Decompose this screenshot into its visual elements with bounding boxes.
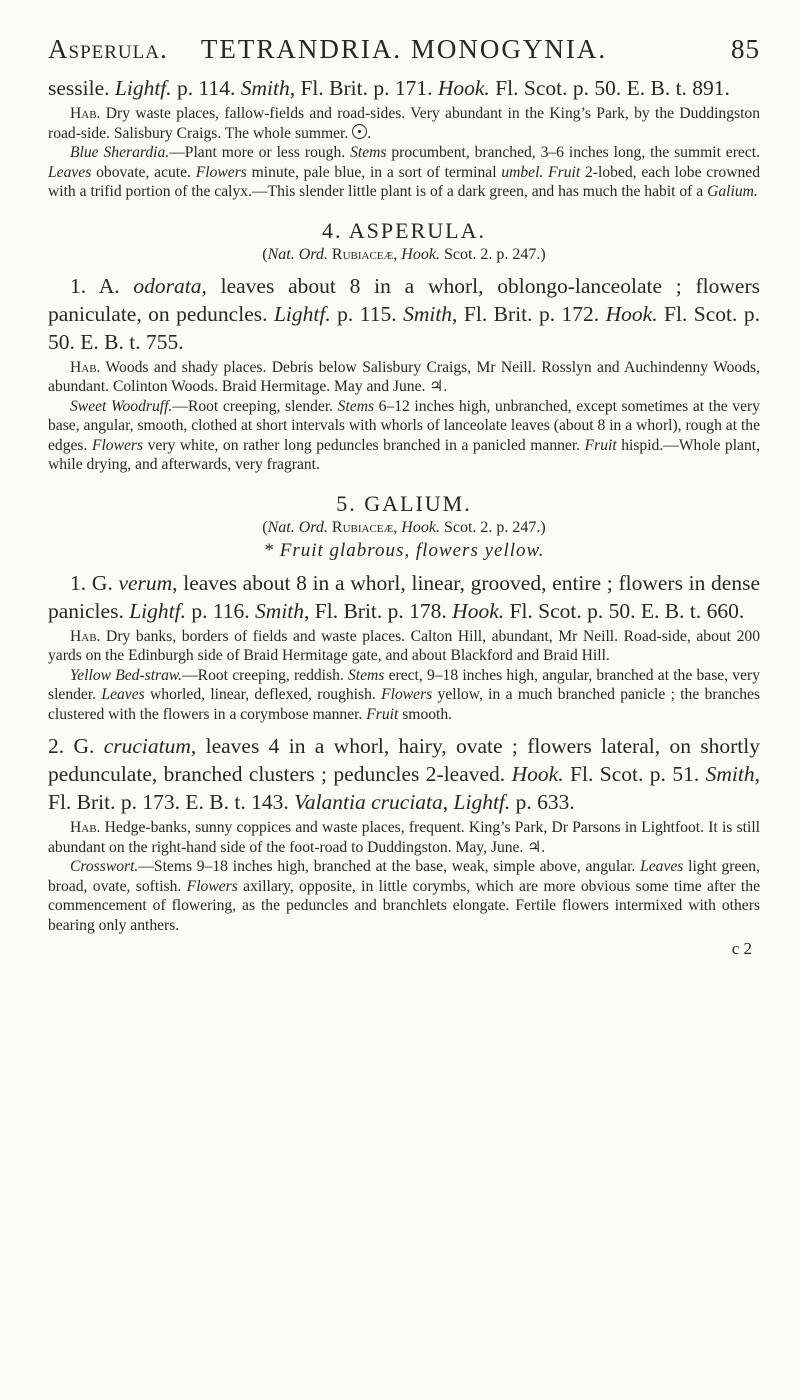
header-genus: Asperula. [48, 34, 168, 64]
header-class: TETRANDRIA. MONOGYNIA. [200, 34, 608, 64]
sherardia-references: sessile. Lightf. p. 114. Smith, Fl. Brit. p. 171. Hook. Fl. Scot. p. 50. E. B. t. 891. [48, 76, 730, 100]
galium-verum-entry: 1. G. verum, leaves about 8 in a whorl, linear, grooved, entire ; flowers in dense panicles. Lightf. p. 116. Smith, Fl. Brit. p. 178. Hook. Fl. Scot. p. 50. E. B. t. 660. [48, 570, 761, 623]
running-header [48, 34, 760, 74]
galium-cruciatum-habitat: Hab. Hedge-banks, sunny coppices and waste places, frequent. King’s Park, Dr Parsons in Lightfoot. It is still abundant on the right-hand side of the foot-road to Duddingston. May, June. ♃. [48, 819, 760, 856]
asperula-heading: 4. ASPERULA. [322, 217, 486, 243]
page-number: 85 [731, 34, 760, 64]
galium-verum-habitat: Hab. Dry banks, borders of fields and waste places. Calton Hill, abundant, Mr Neill. Road-side, about 200 yards on the Edinburgh side of Braid Hermitage gate, and about Blackford and Braid Hill. [48, 627, 760, 664]
asperula-odorata-description: Sweet Woodruff.—Root creeping, slender. Stems 6–12 inches high, unbranched, except sometimes at the very base, angular, smooth, clothed at short intervals with whorls of lanceolate leaves (about 8 in a whorl), rough at the edges. Flowers very white, on rather long peduncles branched in a panicled manner. Fruit hispid.—Whole plant, while drying, and afterwards, very fragrant. [48, 397, 761, 473]
galium-section-heading: * Fruit glabrous, flowers yellow. [263, 539, 545, 561]
asperula-odorata-entry: 1. A. odorata, leaves about 8 in a whorl, oblongo-lanceolate ; flowers paniculate, on peduncles. Lightf. p. 115. Smith, Fl. Brit. p. 172. Hook. Fl. Scot. p. 50. E. B. t. 755. [48, 273, 760, 354]
sherardia-habitat: Hab. Dry waste places, fallow-fields and road-sides. Very abundant in the King’s Park, by the Duddingston road-side. Salisbury Craigs. The whole summer. . [48, 105, 760, 142]
sherardia-description: Blue Sherardia.—Plant more or less rough. Stems procumbent, branched, 3–6 inches long, the summit erect. Leaves obovate, acute. Flowers minute, pale blue, in a sort of terminal umbel. Fruit 2-lobed, each lobe crowned with a trifid portion of the calyx.—This slender little plant is of a dark green, and has much the habit of a Galium. [48, 144, 760, 200]
galium-verum-description: Yellow Bed-straw.—Root creeping, reddish. Stems erect, 9–18 inches high, angular, branched at the base, very slender. Leaves whorled, linear, deflexed, roughish. Flowers yellow, in a much branched panicle ; the branches clustered with the flowers in a corymbose manner. Fruit smooth. [48, 666, 761, 723]
asperula-odorata-habitat: Hab. Woods and shady places. Debris below Salisbury Craigs, Mr Neill. Rosslyn and Auchindenny Woods, abundant. Colinton Woods. Braid Hermitage. May and June. ♃. [48, 358, 760, 395]
galium-cruciatum-description: Crosswort.—Stems 9–18 inches high, branched at the base, weak, simple above, angular. Leaves light green, broad, ovate, softish. Flowers axillary, opposite, in little corymbs, which are more obvious some time after the commencement of flowering, as the peduncles and branchlets elongate. Fertile flowers intermixed with others bearing only anthers. [48, 858, 760, 934]
galium-heading: 5. GALIUM. [336, 490, 472, 516]
annual-symbol [352, 124, 367, 139]
signature-mark: c 2 [731, 939, 752, 958]
galium-cruciatum-entry: 2. G. cruciatum, leaves 4 in a whorl, hairy, ovate ; flowers lateral, on shortly pedunculate, branched clusters ; peduncles 2-leaved. Hook. Fl. Scot. p. 51. Smith, Fl. Brit. p. 173. E. B. t. 143. Valantia cruciata, Lightf. p. 633. [48, 734, 760, 814]
asperula-natural-order: (Nat. Ord. Rubiaceæ, Hook. Scot. 2. p. 247.) [262, 245, 546, 263]
galium-natural-order: (Nat. Ord. Rubiaceæ, Hook. Scot. 2. p. 247.) [262, 518, 546, 536]
